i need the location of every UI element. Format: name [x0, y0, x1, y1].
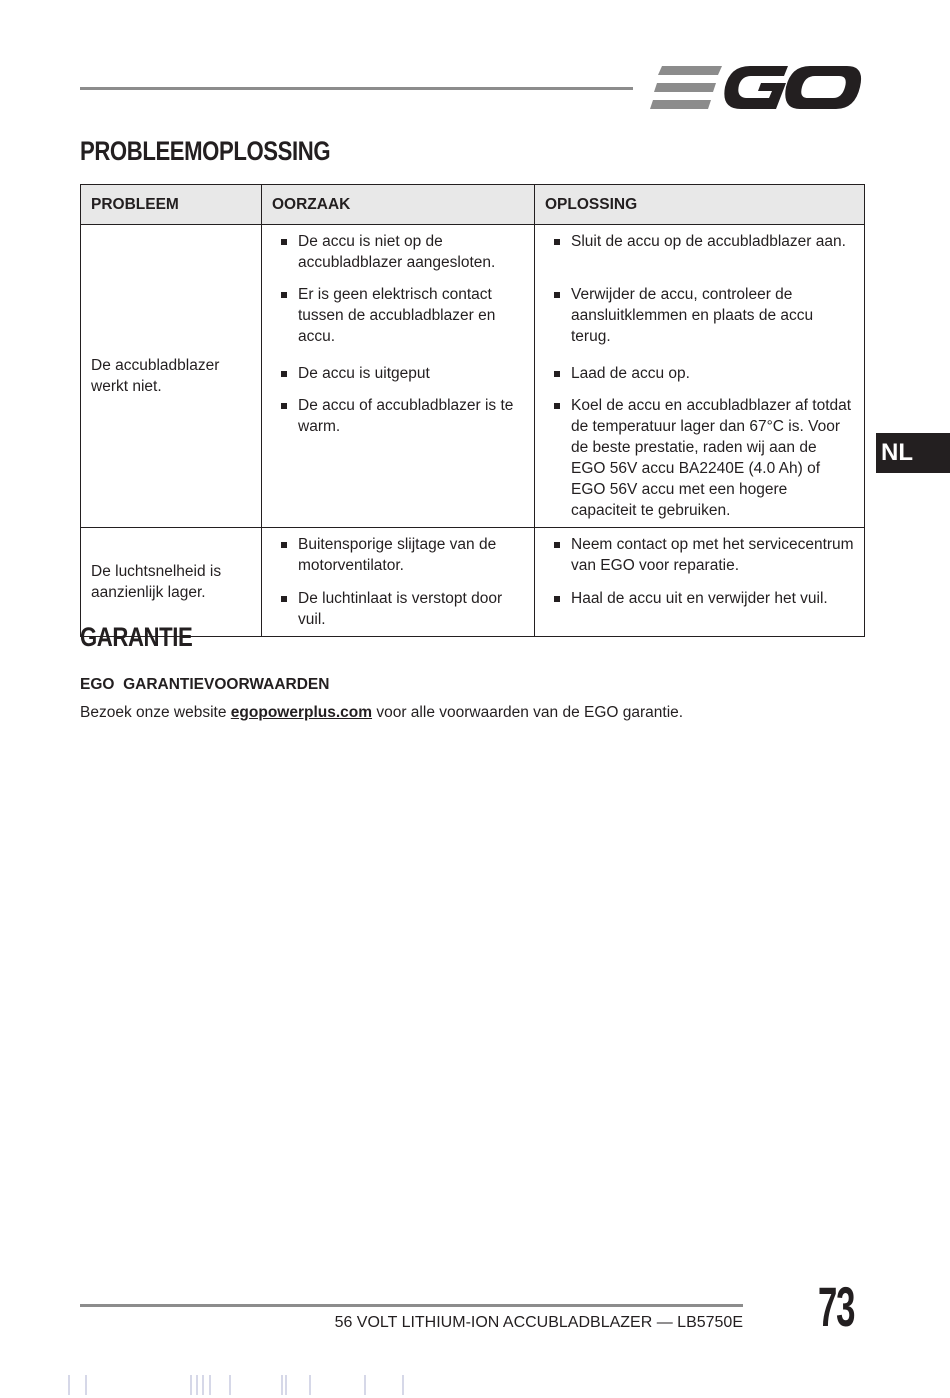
logo-o — [785, 66, 861, 109]
table-row — [81, 225, 865, 528]
warranty-title: GARANTIE — [80, 622, 193, 652]
cause-cell — [262, 225, 535, 528]
cause-item: Buitensporige slijtage van de motorventilator. — [272, 534, 524, 576]
solution-item: Laad de accu op. — [545, 363, 854, 384]
table-header-row — [81, 185, 865, 225]
print-registration-marks — [60, 1375, 460, 1397]
cause-item: Er is geen elektrisch contact tussen de accubladblazer en accu. — [272, 284, 524, 347]
column-header-problem: PROBLEEM — [81, 185, 262, 225]
footer-rule — [80, 1304, 743, 1307]
warranty-text-before: Bezoek onze website — [80, 704, 231, 721]
solution-cell — [535, 528, 865, 637]
logo-e-bars — [650, 66, 722, 109]
solution-item: Koel de accu en accubladblazer af totdat de temperatuur lager dan 67°C is. Voor de beste prestatie, raden wij aan de EGO 56V accu BA2240E (4.0 Ah) of EGO 56V accu met een hogere capaciteit te gebruiken. — [545, 395, 854, 521]
column-header-solution: OPLOSSING — [535, 185, 865, 225]
language-tab: NL — [876, 433, 950, 473]
cause-item: De accu is niet op de accubladblazer aangesloten. — [272, 231, 524, 273]
cause-item: De luchtinlaat is verstopt door vuil. — [272, 588, 524, 630]
warranty-text — [80, 704, 683, 722]
website-link[interactable]: egopowerplus.com — [230, 704, 373, 721]
table-row — [81, 528, 865, 637]
troubleshooting-table — [80, 184, 865, 637]
ego-logo — [650, 63, 862, 113]
problem-cell: De accubladblazer werkt niet. — [81, 225, 262, 528]
solution-item: Haal de accu uit en verwijder het vuil. — [545, 588, 854, 609]
solution-cell — [535, 225, 865, 528]
warranty-text-after: voor alle voorwaarden van de EGO garantie. — [372, 704, 684, 721]
cause-item: De accu is uitgeput — [272, 363, 524, 384]
column-header-cause: OORZAAK — [262, 185, 535, 225]
logo-g — [724, 66, 788, 109]
page-number: 73 — [818, 1275, 855, 1338]
header-rule — [80, 87, 633, 90]
footer-product-title: 56 VOLT LITHIUM-ION ACCUBLADBLAZER — LB5750E — [334, 1314, 743, 1331]
solution-item: Sluit de accu op de accubladblazer aan. — [545, 231, 854, 252]
solution-item: Neem contact op met het servicecentrum van EGO voor reparatie. — [545, 534, 854, 576]
cause-item: De accu of accubladblazer is te warm. — [272, 395, 524, 437]
warranty-heading: EGO GARANTIEVOORWAARDEN — [80, 676, 330, 693]
troubleshooting-title: PROBLEEMOPLOSSING — [80, 136, 331, 166]
problem-cell: De luchtsnelheid is aanzienlijk lager. — [81, 528, 262, 637]
solution-item: Verwijder de accu, controleer de aansluitklemmen en plaats de accu terug. — [545, 284, 854, 347]
cause-cell — [262, 528, 535, 637]
